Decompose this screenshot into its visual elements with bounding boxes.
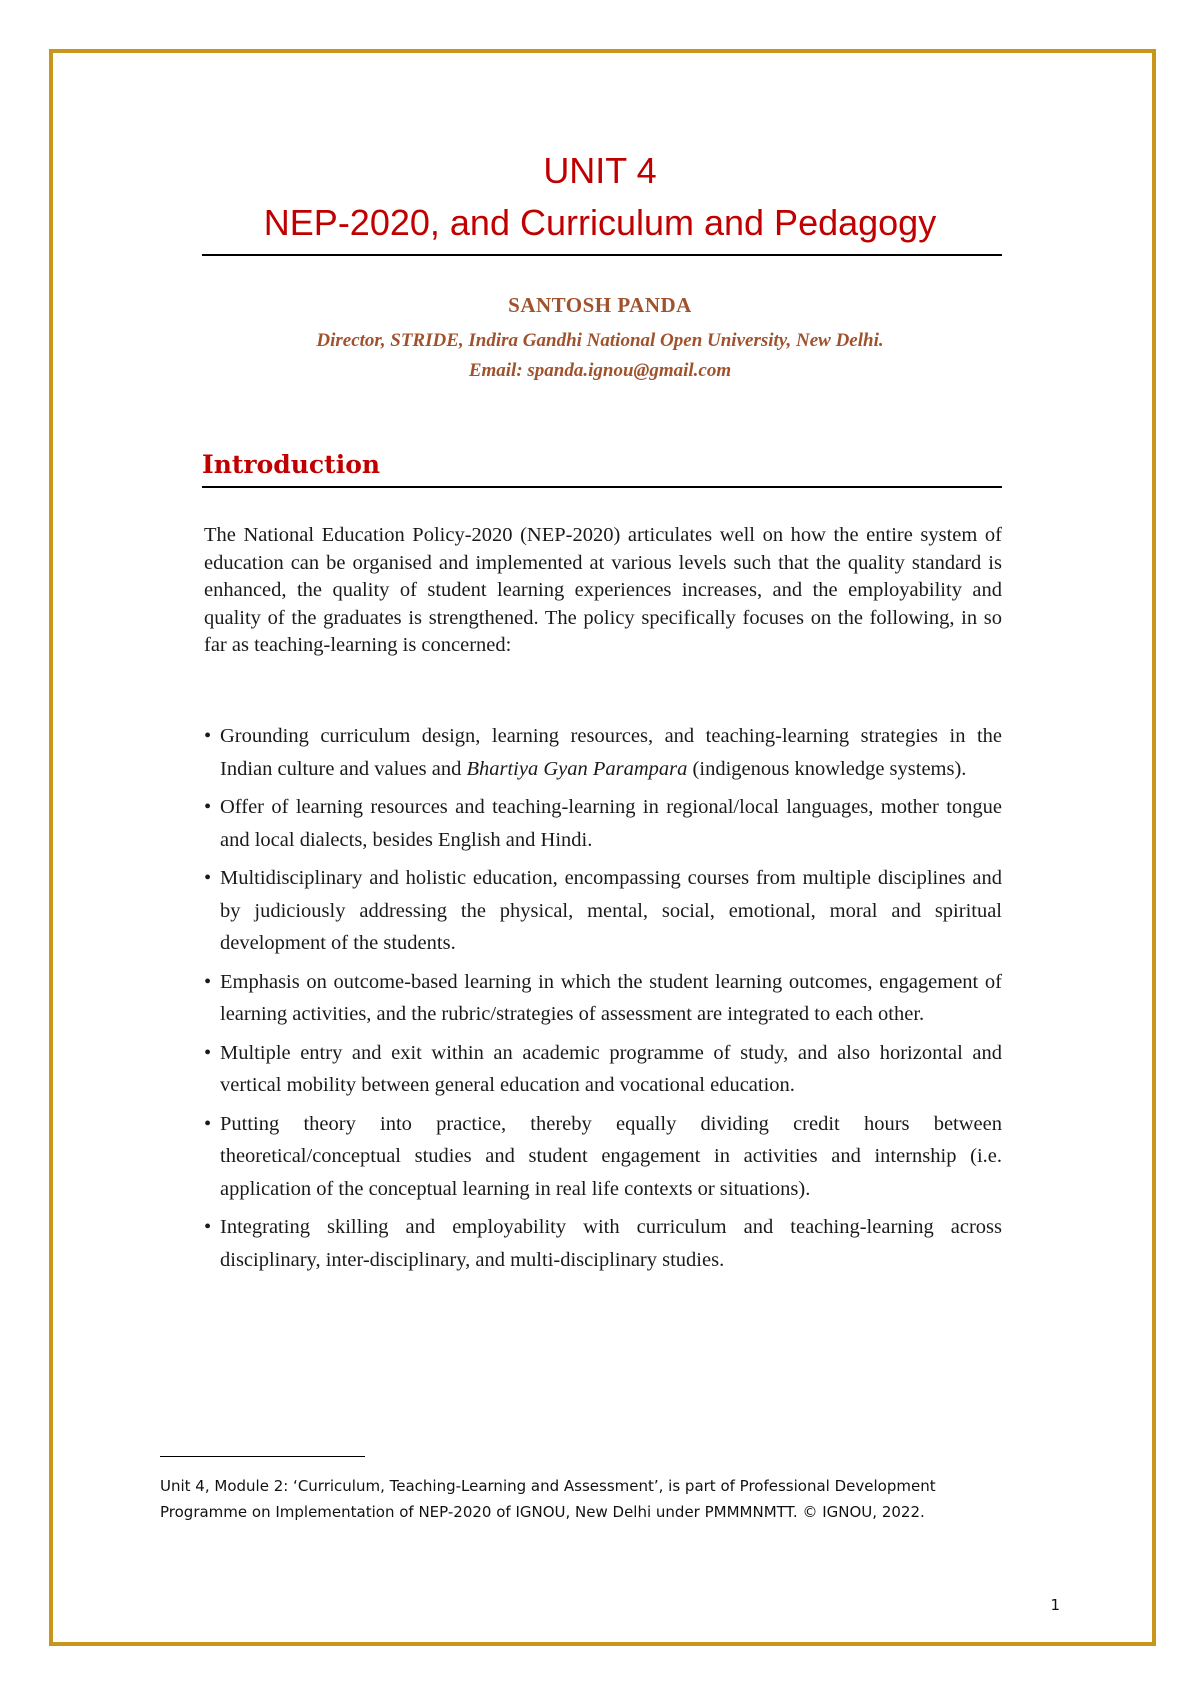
list-item: • Integrating skilling and employability with curriculum and teaching-learning across disciplinary, inter-disciplinary, and multi-disciplinary studies. [204,1211,1002,1276]
author-email: Email: spanda.ignou@gmail.com [468,360,732,381]
bullet-icon: • [204,796,212,818]
list-item: • Putting theory into practice, thereby equally dividing credit hours between theoretical/conceptual studies and student engagement in activities and internship (i.e. application of the conceptual learning in real life contexts or situations). [204,1108,1002,1206]
bullet-icon: • [204,867,212,889]
list-item: • Multiple entry and exit within an academic programme of study, and also horizontal and vertical mobility between general education and vocational education. [204,1037,1002,1102]
list-item: • Emphasis on outcome-based learning in which the student learning outcomes, engagement of learning activities, and the rubric/strategies of assessment are integrated to each other. [204,966,1002,1031]
bullet-icon: • [204,1216,212,1238]
bullet-icon: • [204,1112,212,1135]
bullet-icon: • [204,1041,212,1064]
section-heading-introduction: Introduction [202,450,381,479]
emphasis-text: Bhartiya Gyan Parampara [466,757,688,780]
footnote-line: Programme on Implementation of NEP-2020 of IGNOU, New Delhi under PMMMNMTT. © IGNOU, 2022. [160,1503,925,1521]
list-item: • Grounding curriculum design, learning resources, and teaching-learning strategies in the Indian culture and values and Bhartiya Gyan Parampara (indigenous knowledge systems). [204,720,1002,785]
section-divider [202,486,1002,488]
unit-number: UNIT 4 [543,150,657,191]
title-divider [202,254,1002,256]
author-affiliation: Director, STRIDE, Indira Gandhi National Open University, New Delhi. [316,330,884,351]
bullet-icon: • [204,725,212,747]
unit-title: NEP-2020, and Curriculum and Pedagogy [263,202,937,243]
objectives-list [204,720,1002,1282]
list-item: • Offer of learning resources and teaching-learning in regional/local languages, mother tongue and local dialects, besides English and Hindi. [204,791,1002,856]
bullet-icon: • [204,970,212,993]
page-number: 1 [1050,1596,1060,1614]
author-name: SANTOSH PANDA [508,293,692,317]
list-item: • Multidisciplinary and holistic education, encompassing courses from multiple disciplines and by judiciously addressing the physical, mental, social, emotional, moral and spiritual development of the students. [204,862,1002,960]
intro-paragraph: The National Education Policy-2020 (NEP-2020) articulates well on how the entire system of education can be organised and implemented at various levels such that the quality standard is enhanced, the quality of student learning experiences increases, and the employability and quality of the graduates is strengthened. The policy specifically focuses on the following, in so far as teaching-learning is concerned: [204,524,1002,656]
footnote-separator [160,1456,365,1457]
footnote [160,1473,1040,1525]
footnote-line: Unit 4, Module 2: ‘Curriculum, Teaching-Learning and Assessment’, is part of Professional Development [160,1477,936,1495]
